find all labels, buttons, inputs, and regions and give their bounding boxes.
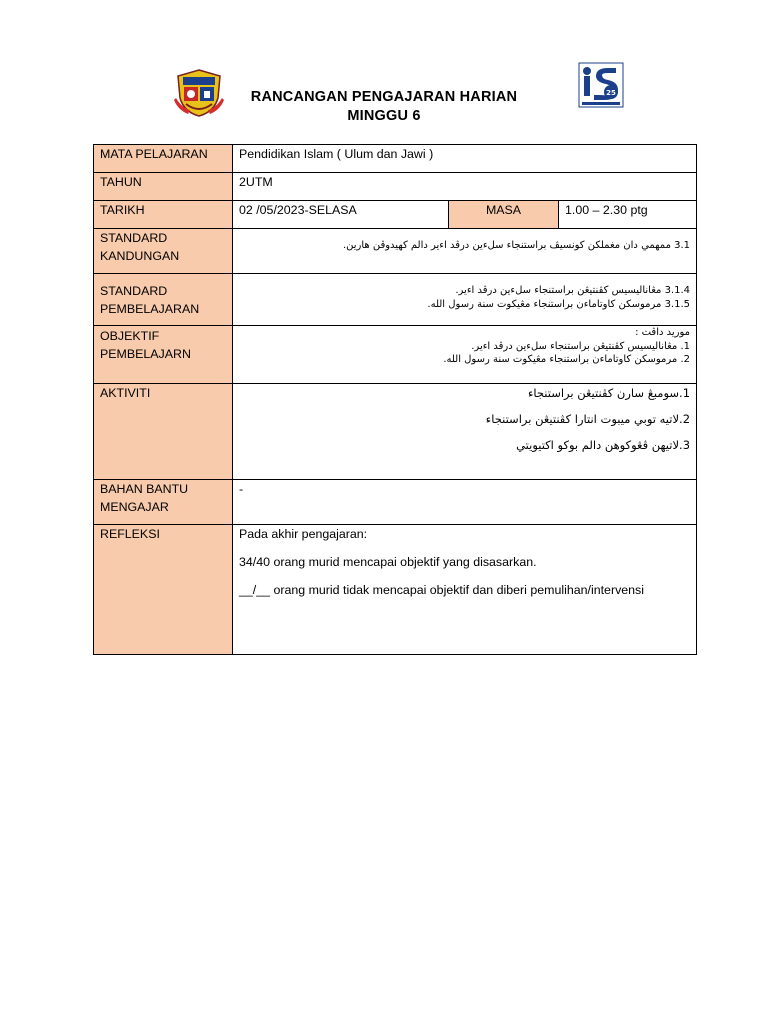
row-objektif xyxy=(94,326,697,384)
label-line-2: MENGAJAR xyxy=(100,500,169,514)
row-tarikh xyxy=(94,201,697,229)
label-objektif xyxy=(94,326,233,384)
value-standard-pembelajaran xyxy=(233,274,697,326)
aktiviti-item-1: 1.سومبڠ سارن كڤنتيڠن براستنجاء xyxy=(527,386,691,400)
value-standard-kandungan xyxy=(233,229,697,274)
label-line-2: KANDUNGAN xyxy=(100,249,180,263)
sp-item-2: 3.1.5 مرموسكن كاوتاماءن براستنجاء مڠيكوت سنة رسول الله. xyxy=(427,298,691,310)
aktiviti-item-2: 2.لاتيه توبي ميبوت انتارا كڤنتيڠن براستنجاء xyxy=(485,412,691,426)
refleksi-line-2: 34/40 orang murid mencapai objektif yang disasarkan. xyxy=(239,555,537,569)
title-line-1: RANCANGAN PENGAJARAN HARIAN xyxy=(250,89,518,105)
aktiviti-item-3: 3.لاتيهن ڤڠوكوهن دالم بوكو اكتيويتي xyxy=(516,438,691,452)
row-aktiviti xyxy=(94,384,697,480)
refleksi-line-3: __/__ orang murid tidak mencapai objektif dan diberi pemulihan/intervensi xyxy=(239,583,645,597)
refleksi-line-1: Pada akhir pengajaran: xyxy=(239,527,368,541)
row-mata-pelajaran xyxy=(94,145,697,173)
svg-text:25: 25 xyxy=(606,89,616,97)
row-refleksi xyxy=(94,525,697,655)
label-line-1: STANDARD xyxy=(100,231,168,245)
label-line-2: PEMBELAJARAN xyxy=(100,302,200,316)
label-bahan-bantu xyxy=(94,480,233,525)
row-standard-kandungan xyxy=(94,229,697,274)
objektif-item-1: 1. مڠاناليسيس كڤنتيڠن براستنجاء سلءين درڤد اءير. xyxy=(471,340,691,352)
title-line-2: MINGGU 6 xyxy=(347,108,421,124)
sp-item-1: 3.1.4 مڠاناليسيس كڤنتيڠن براستنجاء سلءين درڤد اءير. xyxy=(455,285,691,296)
label-line-1: STANDARD xyxy=(100,284,168,298)
row-standard-pembelajaran xyxy=(94,274,697,326)
label-line-1: OBJEKTIF xyxy=(100,329,160,343)
label-masa: MASA xyxy=(449,201,559,229)
value-bahan-bantu: - xyxy=(233,480,697,525)
label-standard-pembelajaran xyxy=(94,274,233,326)
label-aktiviti: AKTIVITI xyxy=(94,384,233,480)
document-title xyxy=(200,88,568,126)
value-objektif xyxy=(233,326,697,384)
label-tarikh: TARIKH xyxy=(94,201,233,229)
value-tarikh: 02 /05/2023-SELASA xyxy=(233,201,449,229)
label-refleksi: REFLEKSI xyxy=(94,525,233,655)
objektif-item-2: 2. مرموسكن كاوتاماءن براستنجاء مڠيكوت سنة رسول الله. xyxy=(443,354,691,365)
value-aktiviti xyxy=(233,384,697,480)
value-masa: 1.00 – 2.30 ptg xyxy=(559,201,697,229)
jpn-25-logo xyxy=(578,62,624,108)
value-mata-pelajaran: Pendidikan Islam ( Ulum dan Jawi ) xyxy=(233,145,697,173)
label-line-2: PEMBELAJARN xyxy=(100,347,191,361)
standard-kandungan-text: 3.1 ممهمي دان مغملكن كونسيڤ براستنجاء سلءين درڤد اءير دالم كهيدوڤن هارين. xyxy=(342,240,691,251)
label-tahun: TAHUN xyxy=(94,173,233,201)
objektif-intro: موريد داڤت : xyxy=(635,327,691,338)
value-refleksi xyxy=(233,525,697,655)
row-bahan-bantu xyxy=(94,480,697,525)
row-tahun xyxy=(94,173,697,201)
label-mata-pelajaran: MATA PELAJARAN xyxy=(94,145,233,173)
lesson-plan-table xyxy=(93,144,697,655)
value-tahun: 2UTM xyxy=(233,173,697,201)
label-line-1: BAHAN BANTU xyxy=(100,482,189,496)
label-standard-kandungan xyxy=(94,229,233,274)
